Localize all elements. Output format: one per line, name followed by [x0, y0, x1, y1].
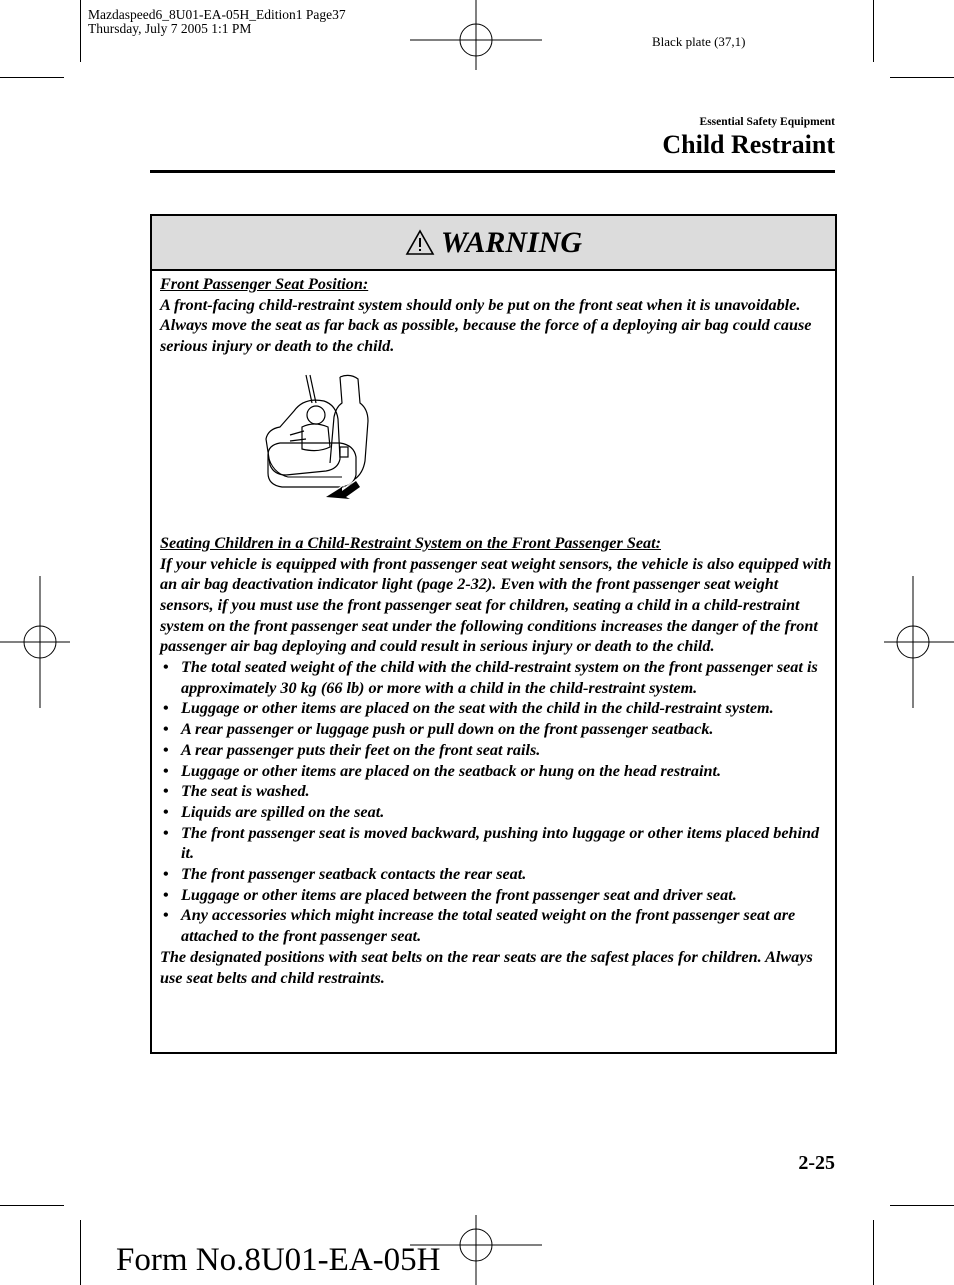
list-item: • The total seated weight of the child with the child-restraint system on the front passenger seat is approximately 30 kg (66 lb) or more with a child in the child-restraint system.	[163, 658, 818, 697]
list-item: • The seat is washed.	[163, 782, 310, 801]
list-item: • Luggage or other items are placed between the front passenger seat and driver seat.	[163, 885, 737, 904]
registration-mark-left-icon	[0, 576, 70, 708]
child-seat-illustration-icon	[260, 371, 370, 503]
seating-text: If your vehicle is equipped with front passenger seat weight sensors, the vehicle is also equipped with an air bag deactivation indicator light (page 2-32). Even with the front passenger seat weight sensors, if you must use the front passenger seat for children, seating a child in a child-restraint system on the front passenger seat under the following conditions increases the danger of the front passenger air bag deploying and could result in serious injury or death to the child.	[160, 554, 832, 656]
page-title: Child Restraint	[662, 130, 835, 159]
list-item: • Luggage or other items are placed on the seat with the child in the child-restraint system.	[163, 699, 774, 718]
form-number: Form No.8U01-EA-05H	[116, 1242, 441, 1278]
warning-title: WARNING	[440, 225, 583, 259]
print-header-line1: Mazdaspeed6_8U01-EA-05H_Edition1 Page37	[88, 7, 346, 22]
warning-body	[160, 274, 832, 988]
list-item: • Luggage or other items are placed on the seatback or hung on the head restraint.	[163, 761, 722, 780]
list-item: • Liquids are spilled on the seat.	[163, 802, 385, 821]
front-seat-heading: Front Passenger Seat Position:	[160, 275, 369, 293]
list-item: • A rear passenger or luggage push or pull down on the front passenger seatback.	[163, 720, 714, 739]
warning-triangle-icon	[405, 229, 435, 256]
registration-mark-top-icon	[410, 0, 542, 70]
closing-text: The designated positions with seat belts on the rear seats are the safest places for children. Always use seat belts and child restraints.	[160, 947, 813, 987]
print-header	[88, 8, 346, 36]
section-label: Essential Safety Equipment	[699, 116, 835, 128]
warning-bullet-list	[160, 657, 832, 947]
list-item: • The front passenger seatback contacts the rear seat.	[163, 865, 527, 884]
seating-heading: Seating Children in a Child-Restraint System on the Front Passenger Seat:	[160, 533, 662, 552]
list-item: • A rear passenger puts their feet on the front seat rails.	[163, 740, 541, 759]
page-number: 2-25	[798, 1152, 835, 1174]
plate-info: Black plate (37,1)	[652, 34, 746, 49]
print-header-line2: Thursday, July 7 2005 1:1 PM	[88, 21, 252, 36]
list-item: • Any accessories which might increase the total seated weight on the front passenger seat are attached to the front passenger seat.	[163, 906, 796, 946]
front-seat-text: A front-facing child-restraint system should only be put on the front seat when it is unavoidable. Always move the seat as far back as possible, because the force of a deploying air bag could cause serious injury or death to the child.	[160, 295, 812, 356]
list-item: • The front passenger seat is moved backward, pushing into luggage or other items placed behind it.	[163, 823, 820, 863]
title-rule	[150, 170, 835, 173]
warning-header	[152, 216, 835, 271]
warning-box	[150, 214, 837, 1054]
child-seat-figure	[160, 357, 832, 533]
registration-mark-right-icon	[884, 576, 954, 708]
